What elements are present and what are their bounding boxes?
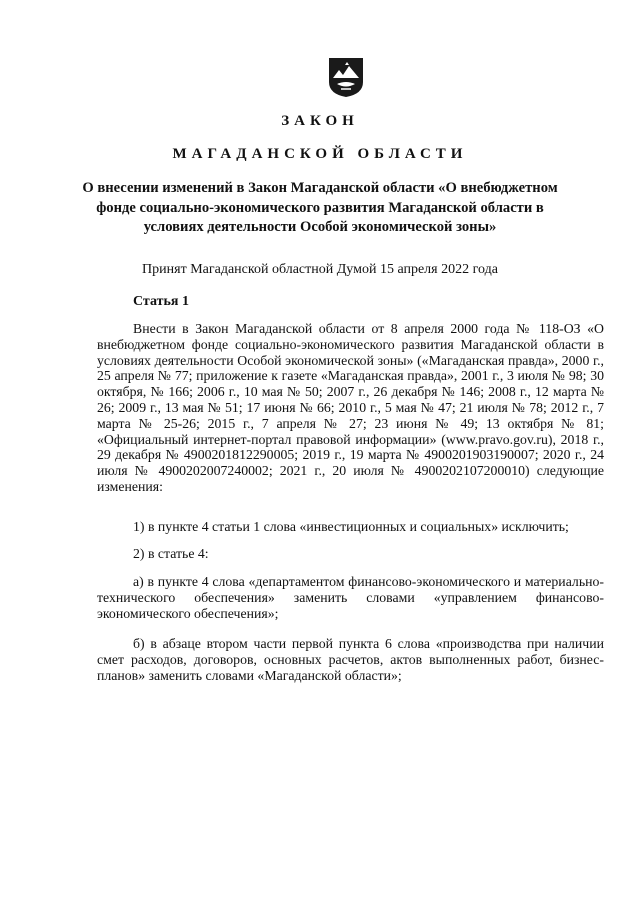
document-region: МАГАДАНСКОЙ ОБЛАСТИ: [172, 146, 468, 162]
adoption-line: Принят Магаданской областной Думой 15 апреля 2022 года: [142, 262, 498, 277]
paragraph-item-2: 2) в статье 4:: [133, 546, 209, 561]
coat-of-arms-icon: [327, 56, 365, 98]
paragraph-item-2a: а) в пункте 4 слова «департаментом финансово-экономического и материально-технического обеспечения» заменить словами «управлением финансово-экономического обеспечения»;: [97, 574, 604, 621]
document-title: ЗАКОН: [281, 113, 359, 129]
paragraph-item-2b: б) в абзаце втором части первой пункта 6 слова «производства при наличии смет расходов, договоров, основных расчетов, актов выполненных работ, бизнес-планов» заменить словами «Магаданской области»;: [97, 636, 604, 683]
paragraph-item-1: 1) в пункте 4 статьи 1 слова «инвестиционных и социальных» исключить;: [133, 519, 569, 534]
paragraph-intro: Внести в Закон Магаданской области от 8 апреля 2000 года № 118-ОЗ «О внебюджетном фонде социально-экономического развития Магаданской области в условиях деятельности Особой экономической зоны» («Магаданская правда», 2000 г., 25 апреля № 77; приложение к газете «Магаданская правда», 2001 г., 3 июля № 98; 30 октября, № 166; 2006 г., 10 мая № 50; 2007 г., 26 декабря № 146; 2008 г., 12 марта № 26; 2009 г., 13 мая № 51; 17 июня № 66; 2010 г., 5 мая № 47; 21 июля № 78; 2012 г., 7 марта № 25-26; 2015 г., 7 апреля № 27; 23 июня № 49; 13 октября № 81; «Официальный интернет-портал правовой информации» (www.pravo.gov.ru), 2018 г., 29 декабря № 4900201812290005; 2019 г., 19 марта № 4900201903190007; 2020 г., 24 июля № 4900202007240002; 2021 г., 20 июля № 4900202107200010) следующие изменения:: [97, 321, 604, 494]
law-subtitle: О внесении изменений в Закон Магаданской области «О внебюджетном фонде социально-экономического развития Магаданской области в условиях деятельности Особой экономической зоны»: [82, 180, 558, 235]
article-heading: Статья 1: [133, 294, 189, 309]
